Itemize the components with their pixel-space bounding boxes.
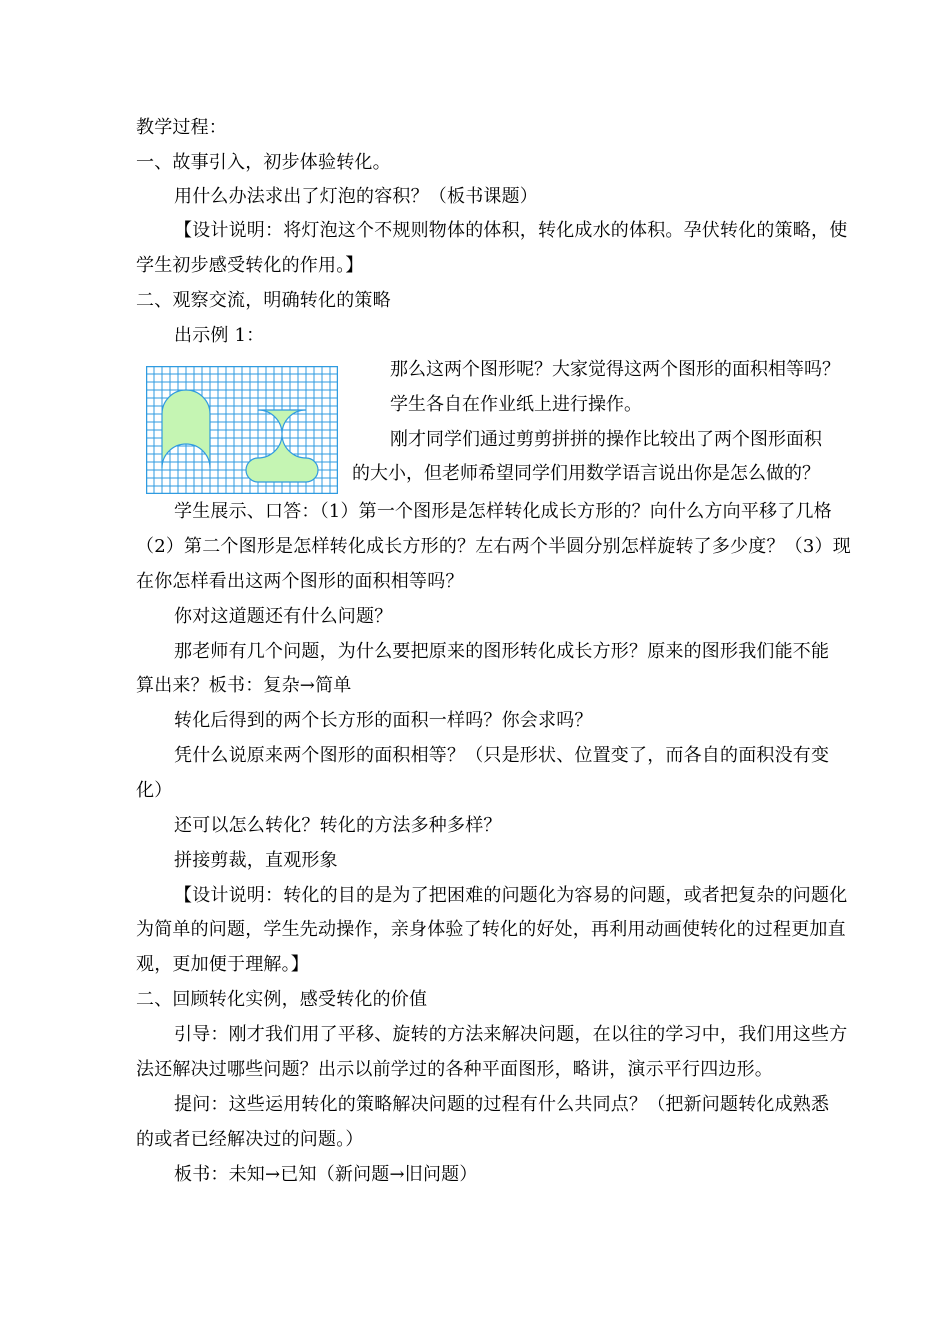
paragraph-cont: （2）第二个图形是怎样转化成长方形的？左右两个半圆分别怎样旋转了多少度？（3）现 — [136, 536, 851, 557]
paragraph: 转化后得到的两个长方形的面积一样吗？你会求吗？ — [174, 710, 593, 731]
paragraph-cont: 化） — [136, 780, 173, 801]
paragraph: 拼接剪裁，直观形象 — [174, 850, 338, 871]
compare-text-cont: 的大小，但老师希望同学们用数学语言说出你是怎么做的？ — [352, 463, 820, 484]
design-note-cont: 为简单的问题，学生先动操作，亲身体验了转化的好处，再利用动画使转化的过程更加直 — [136, 919, 846, 940]
heading-teaching-process: 教学过程： — [136, 117, 227, 138]
example-label: 出示例 1： — [174, 325, 265, 346]
paragraph: 提问：这些运用转化的策略解决问题的过程有什么共同点？（把新问题转化成熟悉 — [174, 1094, 830, 1115]
paragraph-cont: 法还解决过哪些问题？出示以前学过的各种平面图形，略讲，演示平行四边形。 — [136, 1059, 773, 1080]
design-note-cont: 观，更加便于理解。】 — [136, 954, 309, 975]
question-text: 那么这两个图形呢？大家觉得这两个图形的面积相等吗？ — [390, 359, 840, 380]
board-note: 板书：未知→已知（新问题→旧问题） — [174, 1164, 478, 1185]
section-3-heading: 二、回顾转化实例，感受转化的价值 — [136, 989, 428, 1010]
compare-text: 刚才同学们通过剪剪拼拼的操作比较出了两个图形面积 — [390, 429, 822, 450]
paragraph: 学生展示、口答：（1）第一个图形是怎样转化成长方形的？向什么方向平移了几格 — [174, 501, 832, 522]
grid-figure — [146, 366, 338, 494]
paragraph-cont: 算出来？板书：复杂→简单 — [136, 675, 352, 696]
paragraph: 你对这道题还有什么问题？ — [174, 606, 393, 627]
paragraph-cont: 在你怎样看出这两个图形的面积相等吗？ — [136, 571, 464, 592]
section-2-heading: 二、观察交流，明确转化的策略 — [136, 290, 391, 311]
paragraph: 引导：刚才我们用了平移、旋转的方法来解决问题，在以往的学习中，我们用这些方 — [174, 1024, 848, 1045]
operation-text: 学生各自在作业纸上进行操作。 — [390, 394, 642, 415]
paragraph: 那老师有几个问题，为什么要把原来的图形转化成长方形？原来的图形我们能不能 — [174, 641, 830, 662]
design-note: 【设计说明：将灯泡这个不规则物体的体积，转化成水的体积。孕伏转化的策略，使 — [174, 220, 848, 241]
paragraph: 凭什么说原来两个图形的面积相等？（只是形状、位置变了，而各自的面积没有变 — [174, 745, 830, 766]
section-1-heading: 一、故事引入，初步体验转化。 — [136, 152, 391, 173]
design-note: 【设计说明：转化的目的是为了把困难的问题化为容易的问题，或者把复杂的问题化 — [174, 885, 848, 906]
design-note-cont: 学生初步感受转化的作用。】 — [136, 255, 364, 276]
paragraph: 用什么办法求出了灯泡的容积？（板书课题） — [174, 186, 538, 207]
paragraph-cont: 的或者已经解决过的问题。） — [136, 1129, 364, 1150]
paragraph: 还可以怎么转化？转化的方法多种多样？ — [174, 815, 502, 836]
